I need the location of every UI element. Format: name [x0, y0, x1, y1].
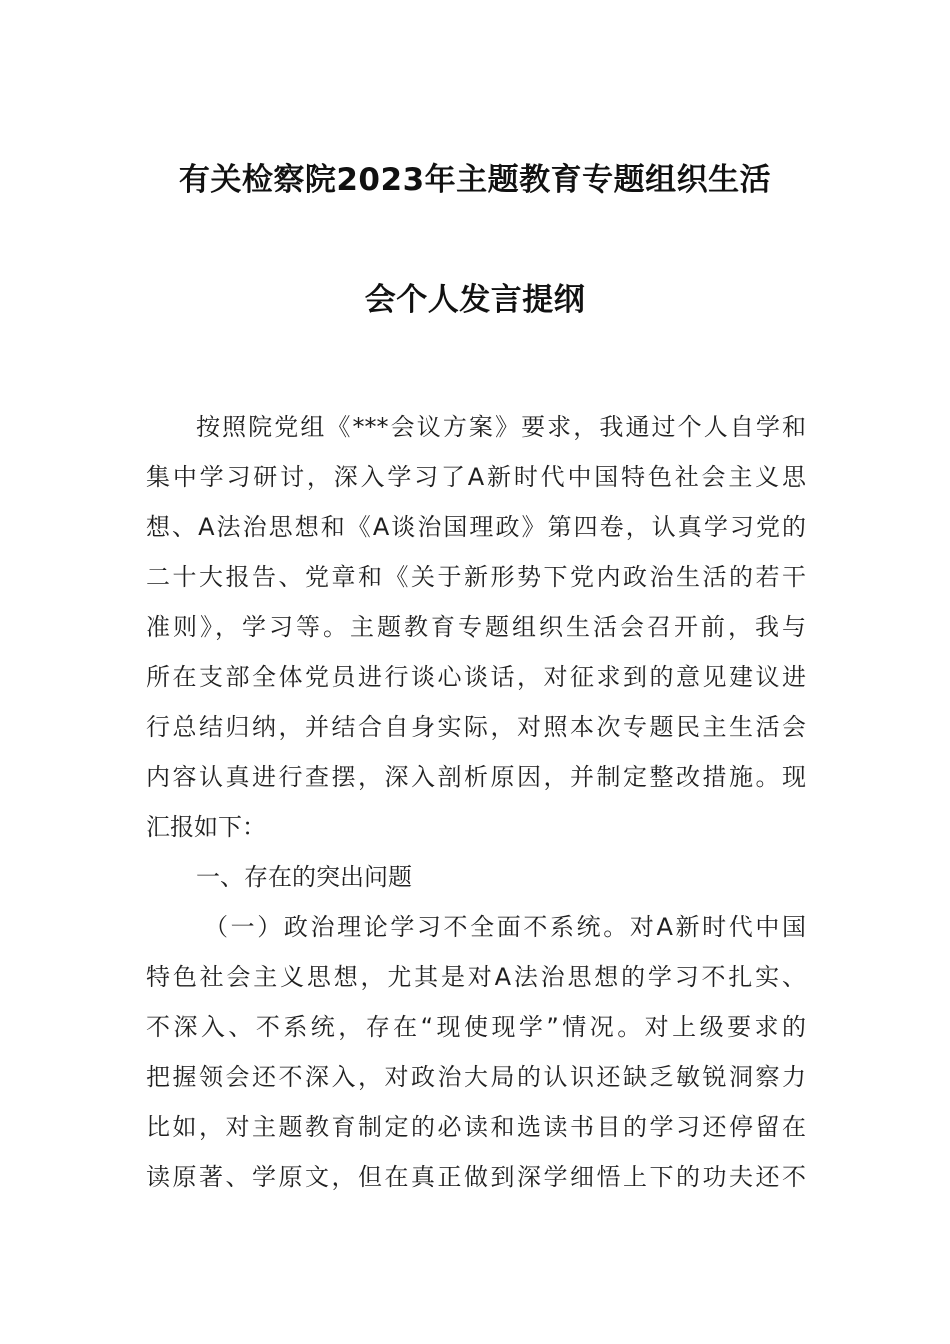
paragraph-line: 集中学习研讨，深入学习了A新时代中国特色社会主义思 — [146, 463, 806, 491]
paragraph-line: （一）政治理论学习不全面不系统。对A新时代中国 — [204, 913, 806, 941]
paragraph-line: 把握领会还不深入，对政治大局的认识还缺乏敏锐洞察力 — [146, 1063, 806, 1091]
paragraph-line: 准则》，学习等。主题教育专题组织生活会召开前，我与 — [146, 613, 806, 641]
document-title-line-2: 会个人发言提纲 — [364, 282, 586, 318]
paragraph-line: 按照院党组《***会议方案》要求，我通过个人自学和 — [196, 413, 806, 441]
paragraph-line: 所在支部全体党员进行谈心谈话，对征求到的意见建议进 — [146, 663, 806, 691]
paragraph-line: 汇报如下： — [146, 813, 266, 841]
paragraph-line: 不深入、不系统，存在“现使现学”情况。对上级要求的 — [146, 1013, 806, 1041]
paragraph-line: 想、A法治思想和《A谈治国理政》第四卷，认真学习党的 — [146, 513, 806, 541]
paragraph-line: 内容认真进行查摆，深入剖析原因，并制定整改措施。现 — [146, 763, 806, 791]
paragraph-line: 二十大报告、党章和《关于新形势下党内政治生活的若干 — [146, 563, 806, 591]
paragraph-line: 读原著、学原文，但在真正做到深学细悟上下的功夫还不 — [146, 1163, 806, 1191]
paragraph-line: 特色社会主义思想，尤其是对A法治思想的学习不扎实、 — [146, 963, 806, 991]
document-title-line-1: 有关检察院2023年主题教育专题组织生活 — [178, 162, 772, 198]
paragraph-line: 行总结归纳，并结合自身实际，对照本次专题民主生活会 — [146, 713, 806, 741]
paragraph-line: 比如，对主题教育制定的必读和选读书目的学习还停留在 — [146, 1113, 806, 1141]
section-heading: 一、存在的突出问题 — [196, 863, 412, 891]
